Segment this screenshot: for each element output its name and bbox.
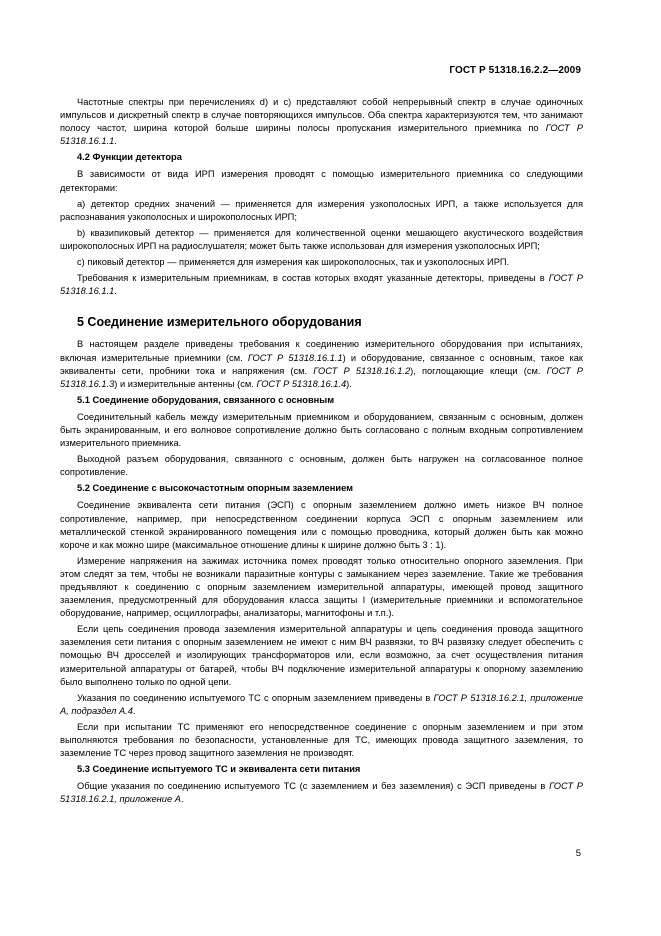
paragraph-5-2-decoupling: Если цепь соединения провода заземления измерительной аппаратуры и цепь соединения провода защитного заземления сети питания с опорным заземлением не имеют с ним ВЧ развязки, то ВЧ развязку следует обеспечить с помощью ВЧ дросселей и изолирующих трансформаторов или, если возможно, за счет осуществления питания измерительной аппаратуры от батарей, чтобы ВЧ подключение измерительной аппаратуры к опорному заземлению было выполнено только по одной цепи. (60, 624, 583, 687)
list-item-detector-b: b) квазипиковый детектор — применяется для количественной оценки мешающего акустического воздействия широкополосных ИРП на радиослушателя; может быть также использован для измерения узкополосных ИРП; (60, 227, 583, 251)
text: . (132, 705, 136, 716)
text: ), поглощающие клещи (см. (410, 365, 547, 376)
paragraph-detectors-intro: В зависимости от вида ИРП измерения проводят с помощью измерительного приемника со следующими детекторами: (60, 169, 583, 193)
standard-reference: ГОСТ Р 51318.16.1.4 (256, 378, 347, 389)
text: ) и оборудование, связанное с основным, такое как эквиваленты сети, пробники тока и напряжения (см. (60, 352, 584, 376)
text: В настоящем разделе приведены требования к соединению измерительного оборудования при испытаниях, включая измерительные приемники (см. (60, 339, 583, 363)
document-header: ГОСТ Р 51318.16.2.2—2009 (449, 65, 581, 76)
standard-reference: ГОСТ Р 51318.16.2.1, приложение А (60, 781, 584, 805)
section-4-2-title: 4.2 Функции детектора (77, 152, 182, 163)
text: Частотные спектры при перечислениях d) и с) представляют собой непрерывный спектр в случае одиночных импульсов и дискретный спектр в случае повторяющихся импульсов. Оба спектра характеризуются тем, что занимают полосу частот, ширина которой больше ширины полосы пропускания измерительного приемника по (60, 97, 583, 134)
text: ). (346, 378, 352, 389)
text: . (114, 286, 117, 297)
standard-reference: ГОСТ Р 51318.16.2.1, приложение А, подраздел А.4 (60, 692, 583, 716)
text: ) и измерительные антенны (см. (114, 378, 257, 389)
paragraph-spectra (60, 96, 583, 148)
section-5-1-title: 5.1 Соединение оборудования, связанного с основным (77, 394, 335, 405)
paragraph-5-1-output: Выходной разъем оборудования, связанного с основным, должен быть нагружен на согласованное полное сопротивление. (60, 454, 583, 478)
paragraph-5-2-voltage: Измерение напряжения на зажимах источника помех проводят только относительно опорного заземления. При этом следят за тем, чтобы не возникали паразитные контуры с замыканием через заземление. Такие же требования предъявляют к соединению с опорным заземлением измерительной аппаратуры, имеющей провод защитного заземления, предусмотренный для оборудования класса защиты I (измерительные приемники и вспомогательное оборудование, например, осциллографы, анализаторы, магнитофоны и т.п.). (60, 555, 583, 619)
section-5-2-title: 5.2 Соединение с высокочастотным опорным заземлением (77, 483, 354, 494)
standard-reference: ГОСТ Р 51318.16.1.3 (60, 365, 583, 389)
page-number: 5 (575, 848, 581, 859)
standard-reference: ГОСТ Р 51318.16.1.1 (247, 352, 343, 363)
standard-reference: ГОСТ Р 51318.16.1.1 (60, 123, 583, 147)
section-5-title: 5 Соединение измерительного оборудования (77, 315, 362, 330)
text: Общие указания по соединению испытуемого ТС (с заземлением и без заземления) с ЭСП приведены в (77, 781, 550, 792)
list-item-detector-c: с) пиковый детектор — применяется для измерения как широкополосных, так и узкополосных ИРП. (77, 257, 510, 268)
text: Требования к измерительным приемникам, в состав которых входят указанные детекторы, приведены в (77, 273, 549, 284)
paragraph-detector-requirements (60, 272, 583, 298)
paragraph-section-5-intro (60, 338, 583, 390)
list-item-detector-a: а) детектор средних значений — применяется для измерения узкополосных ИРП, а также используется для распознавания узкополосных и широкополосных ИРП; (60, 198, 583, 222)
text: . (114, 136, 117, 147)
paragraph-5-3-general (60, 780, 583, 806)
section-5-3-title: 5.3 Соединение испытуемого ТС и эквивалента сети питания (77, 764, 361, 775)
standard-reference: ГОСТ Р 51318.16.1.2 (313, 365, 411, 376)
paragraph-5-2-esp: Соединение эквивалента сети питания (ЭСП) с опорным заземлением должно иметь низкое ВЧ полное сопротивление, например, при непосредственном соединении корпуса ЭСП с опорным заземлением или металлической стенкой экранированного помещения или с помощью проводника, который должен быть как можно короче и как можно шире (максимальное отношение длины к ширине должно быть 3 : 1). (60, 500, 583, 550)
standard-reference: ГОСТ Р 51318.16.1.1 (60, 273, 583, 297)
paragraph-5-2-instructions (60, 692, 583, 718)
document-body (60, 96, 583, 810)
text: Указания по соединению испытуемого ТС с опорным заземлением приведены в (77, 692, 434, 703)
paragraph-5-2-direct: Если при испытании ТС применяют его непосредственное соединение с опорным заземлением и при этом выполняются требования по безопасности, установленные для ТС, имеющих провода защитного заземления, то заземление ТС через провод защитного заземления не производят. (60, 721, 583, 759)
text: . (180, 794, 184, 805)
paragraph-5-1-cable: Соединительный кабель между измерительным приемником и оборудованием, связанным с основным, должен быть экранированным, и его волновое сопротивление должно быть согласовано с полным входным сопротивлением измерительного приемника. (60, 411, 583, 449)
